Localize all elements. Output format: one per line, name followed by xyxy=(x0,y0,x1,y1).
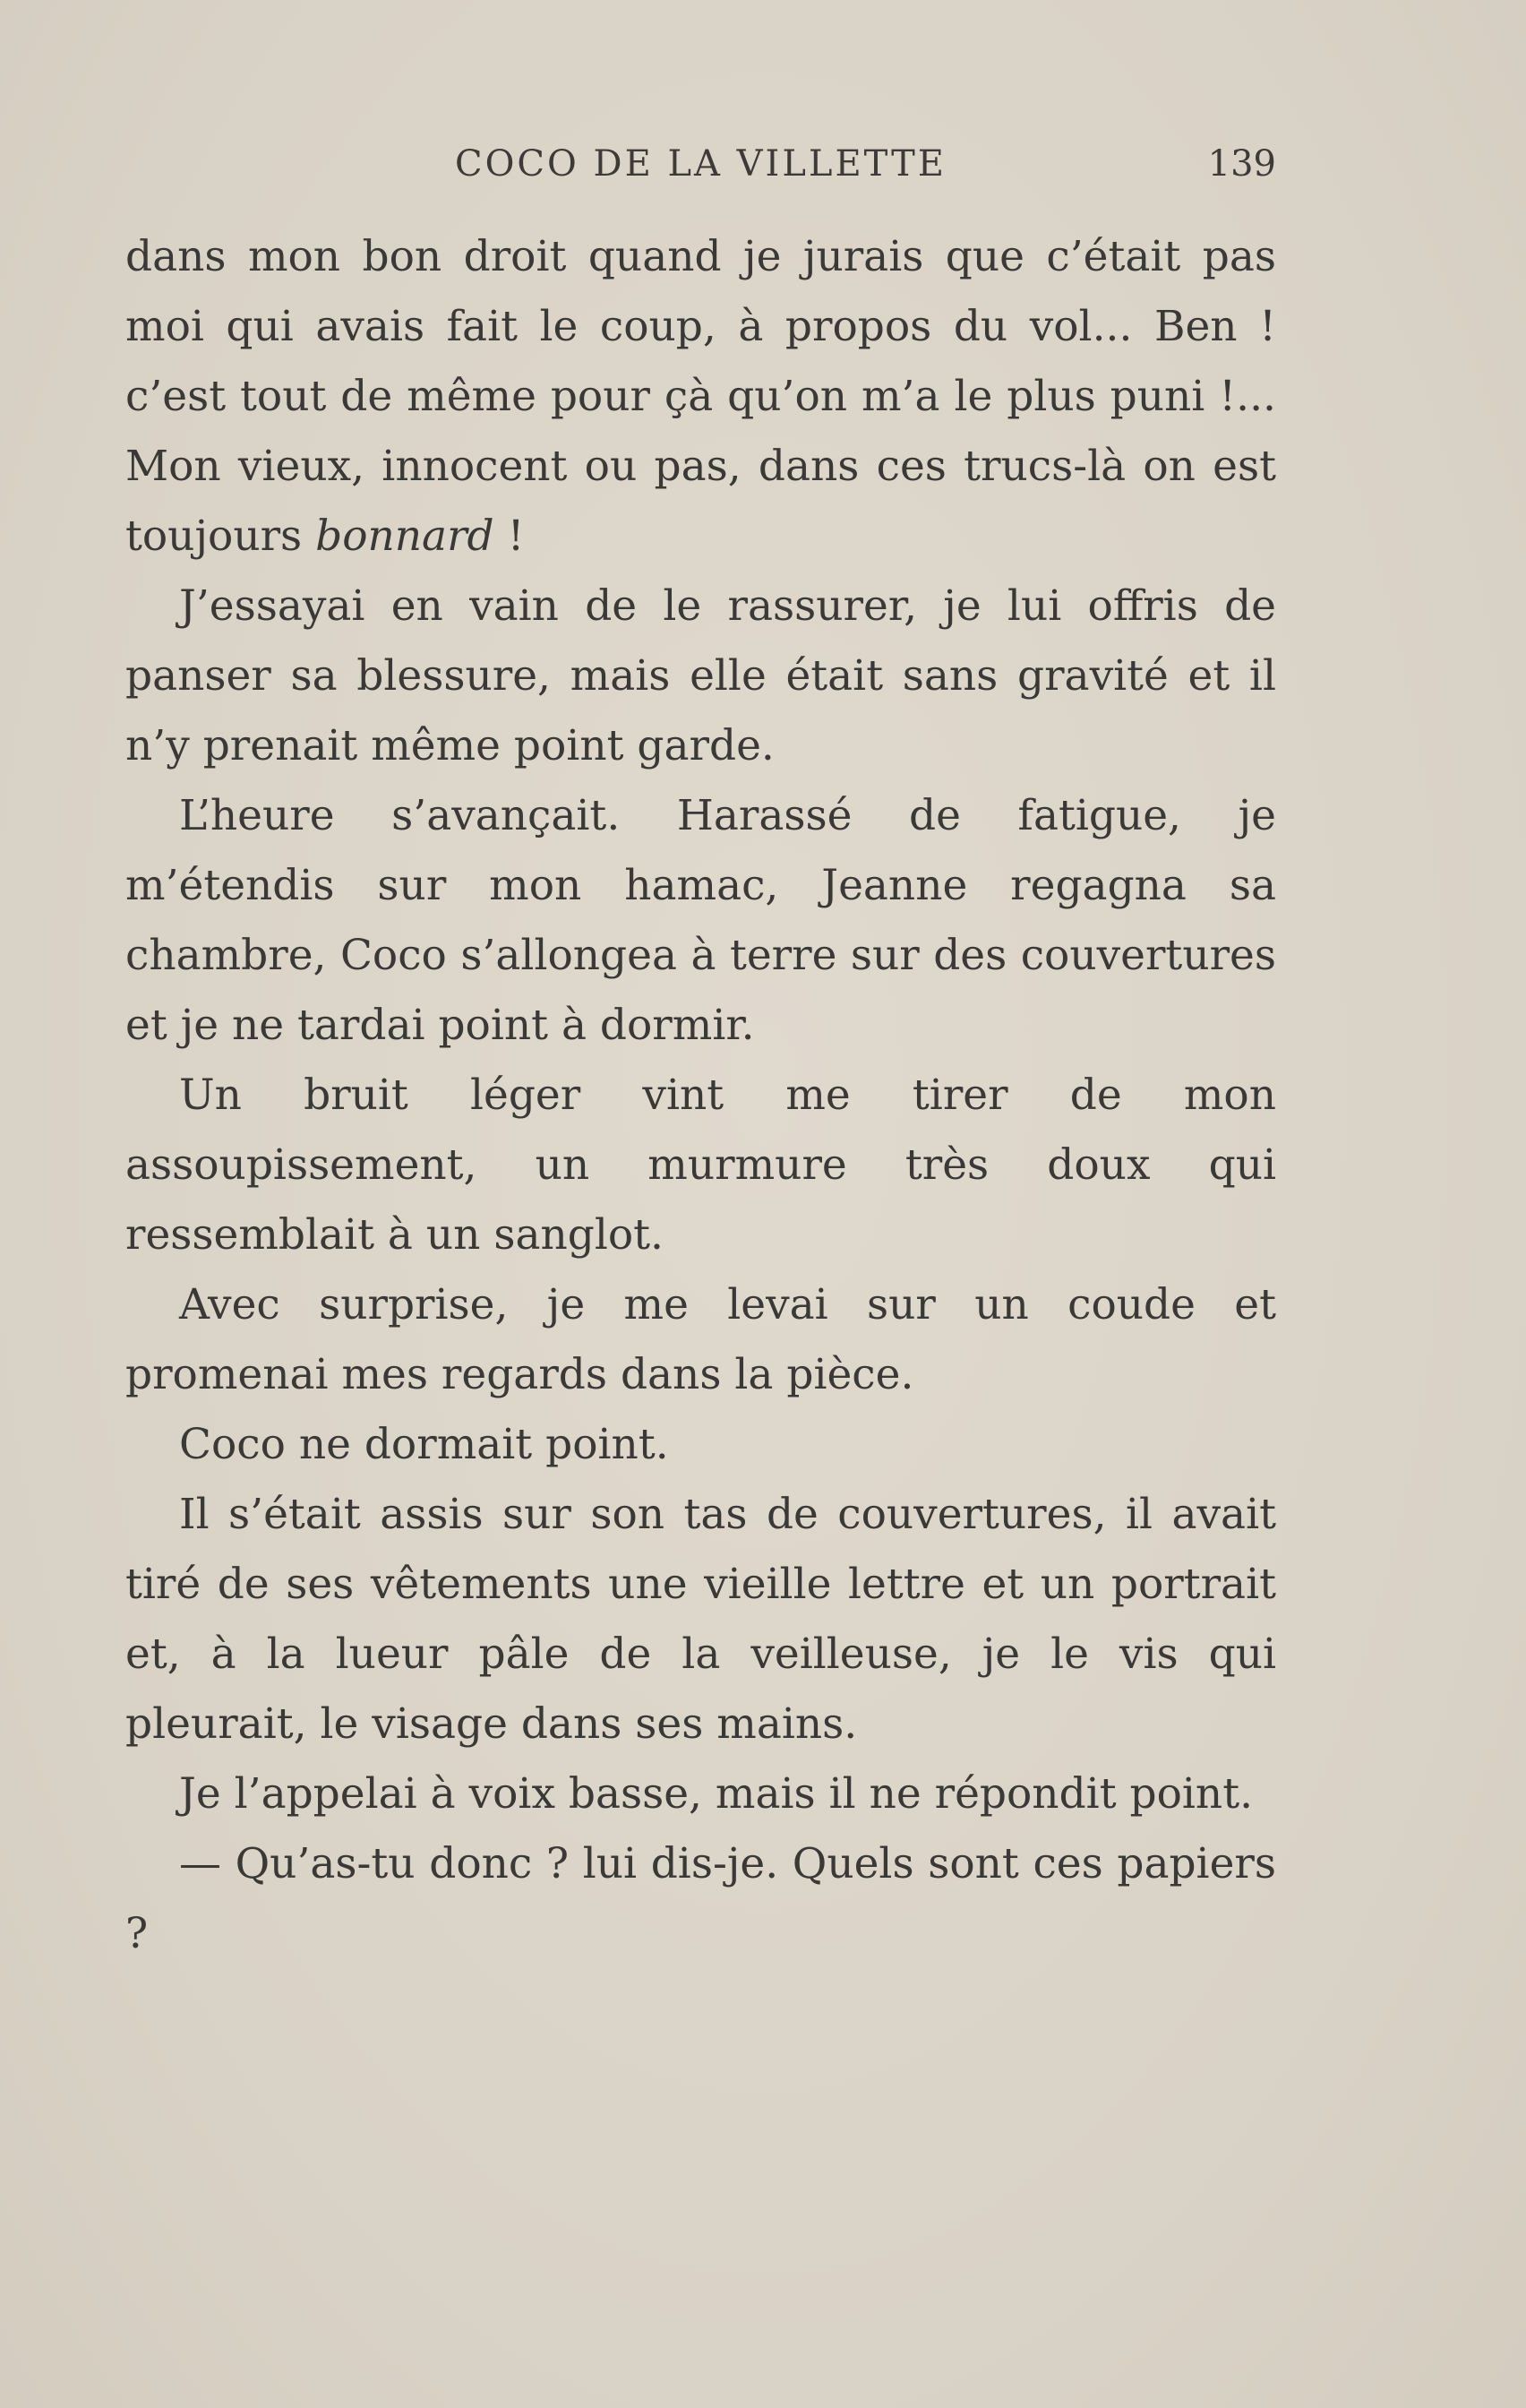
paragraph-4: Un bruit léger vint me tirer de mon assoupissement, un murmure très doux qui ressemblait à un sanglot. xyxy=(125,1071,1276,1260)
running-head xyxy=(125,143,1276,197)
paragraph-9: — Qu’as-tu donc ? lui dis-je. Quels sont ces papiers ? xyxy=(125,1839,1276,1958)
paragraph-1 xyxy=(125,222,1276,572)
paragraph-5: Avec surprise, je me levai sur un coude et promenai mes regards dans la pièce. xyxy=(125,1280,1276,1399)
page-number: 139 xyxy=(1207,143,1276,185)
paragraph-6: Coco ne dormait point. xyxy=(179,1420,669,1469)
paragraph-3: L’heure s’avançait. Harassé de fatigue, je m’étendis sur mon hamac, Jeanne regagna sa chambre, Coco s’allongea à terre sur des couvertures et je ne tardai point à dormir. xyxy=(125,791,1276,1050)
paragraph-1-text: dans mon bon droit quand je jurais que c’était pas moi qui avais fait le coup, à propos du vol... Ben ! c’est tout de même pour çà qu’on m’a le plus puni !... Mon vieux, innocent ou pas, dans ces trucs-là on est toujours xyxy=(125,232,1276,561)
body-text xyxy=(125,222,1276,1969)
paragraph-1-italic: bonnard xyxy=(315,512,494,561)
paragraph-7: Il s’était assis sur son tas de couvertures, il avait tiré de ses vêtements une vieille lettre et un portrait et, à la lueur pâle de la veilleuse, je le vis qui pleurait, le visage dans ses mains. xyxy=(125,1490,1276,1749)
paragraph-1-end: ! xyxy=(493,512,525,561)
paragraph-2: J’essayai en vain de le rassurer, je lui offris de panser sa blessure, mais elle était sans gravité et il n’y prenait même point garde. xyxy=(125,581,1276,770)
running-title: COCO DE LA VILLETTE xyxy=(455,143,947,185)
paragraph-8: Je l’appelai à voix basse, mais il ne répondit point. xyxy=(179,1769,1254,1819)
